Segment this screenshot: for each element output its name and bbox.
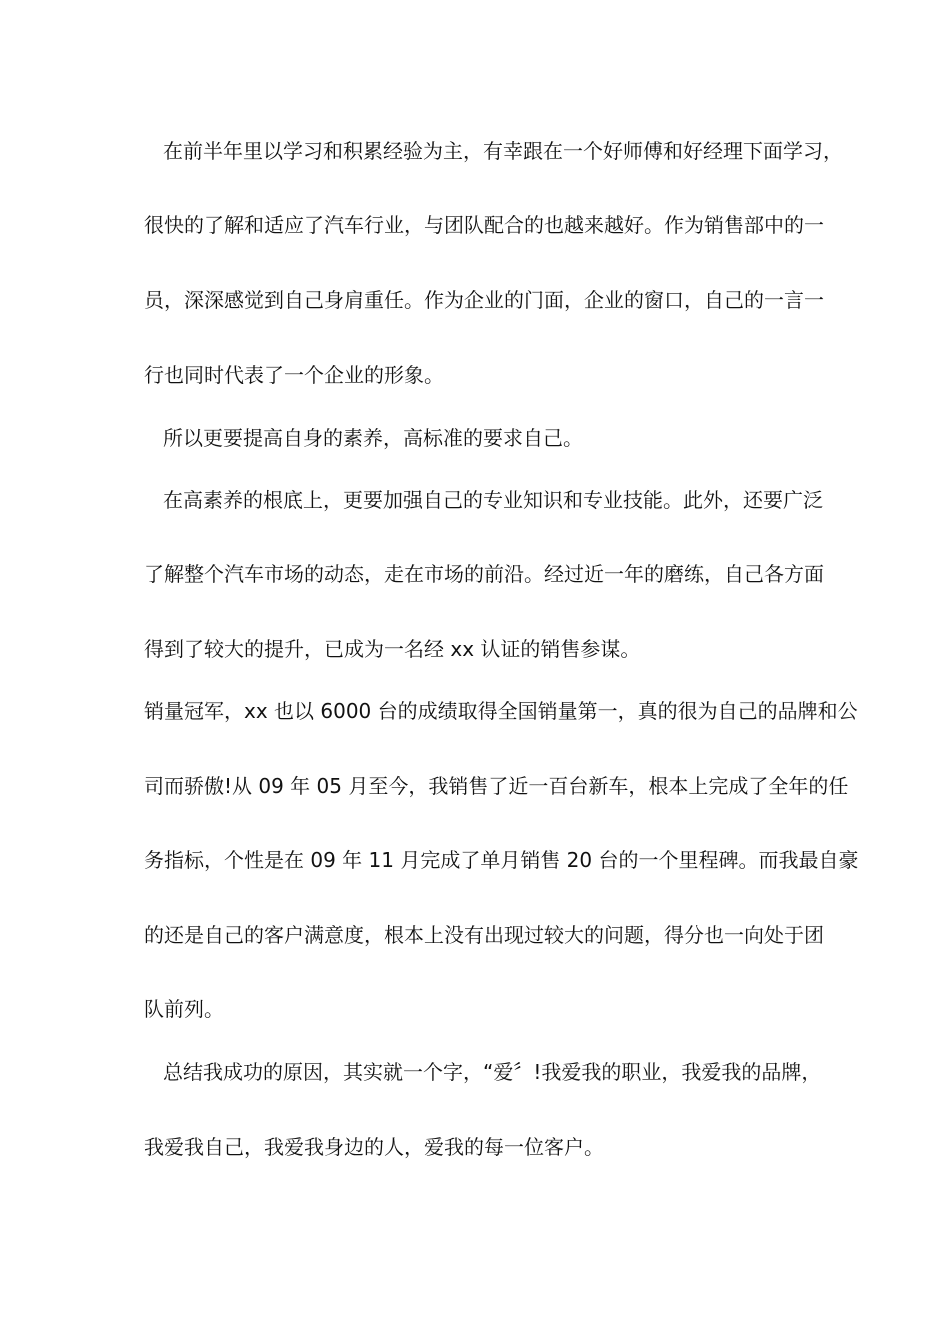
text-line-8: 得到了较大的提升，已成为一名经 xx 认证的销售参谋。	[144, 637, 641, 661]
text-line-5: 所以更要提高自身的素养，高标准的要求自己。	[163, 426, 583, 450]
text-line-10: 司而骄傲!从 09 年 05 月至今，我销售了近一百台新车，根本上完成了全年的任	[144, 774, 849, 798]
text-line-7: 了解整个汽车市场的动态，走在市场的前沿。经过近一年的磨练，自己各方面	[144, 562, 824, 586]
text-line-12: 的还是自己的客户满意度，根本上没有出现过较大的问题，得分也一向处于团	[144, 923, 824, 947]
text-line-3: 员，深深感觉到自己身肩重任。作为企业的门面，企业的窗口，自己的一言一	[144, 288, 824, 312]
text-line-14: 总结我成功的原因，其实就一个字，“爱〞!我爱我的职业，我爱我的品牌，	[163, 1060, 822, 1084]
text-line-13: 队前列。	[144, 997, 224, 1021]
text-line-15: 我爱我自己，我爱我身边的人，爱我的每一位客户。	[144, 1135, 604, 1159]
text-line-4: 行也同时代表了一个企业的形象。	[144, 363, 444, 387]
text-line-6: 在高素养的根底上，更要加强自己的专业知识和专业技能。此外，还要广泛	[163, 488, 823, 512]
text-line-11: 务指标，个性是在 09 年 11 月完成了单月销售 20 台的一个里程碑。而我最自豪	[144, 848, 859, 872]
text-line-1: 在前半年里以学习和积累经验为主，有幸跟在一个好师傅和好经理下面学习，	[163, 139, 843, 163]
text-line-9: 销量冠军，xx 也以 6000 台的成绩取得全国销量第一，真的很为自己的品牌和公	[144, 699, 858, 723]
text-line-2: 很快的了解和适应了汽车行业，与团队配合的也越来越好。作为销售部中的一	[144, 213, 824, 237]
